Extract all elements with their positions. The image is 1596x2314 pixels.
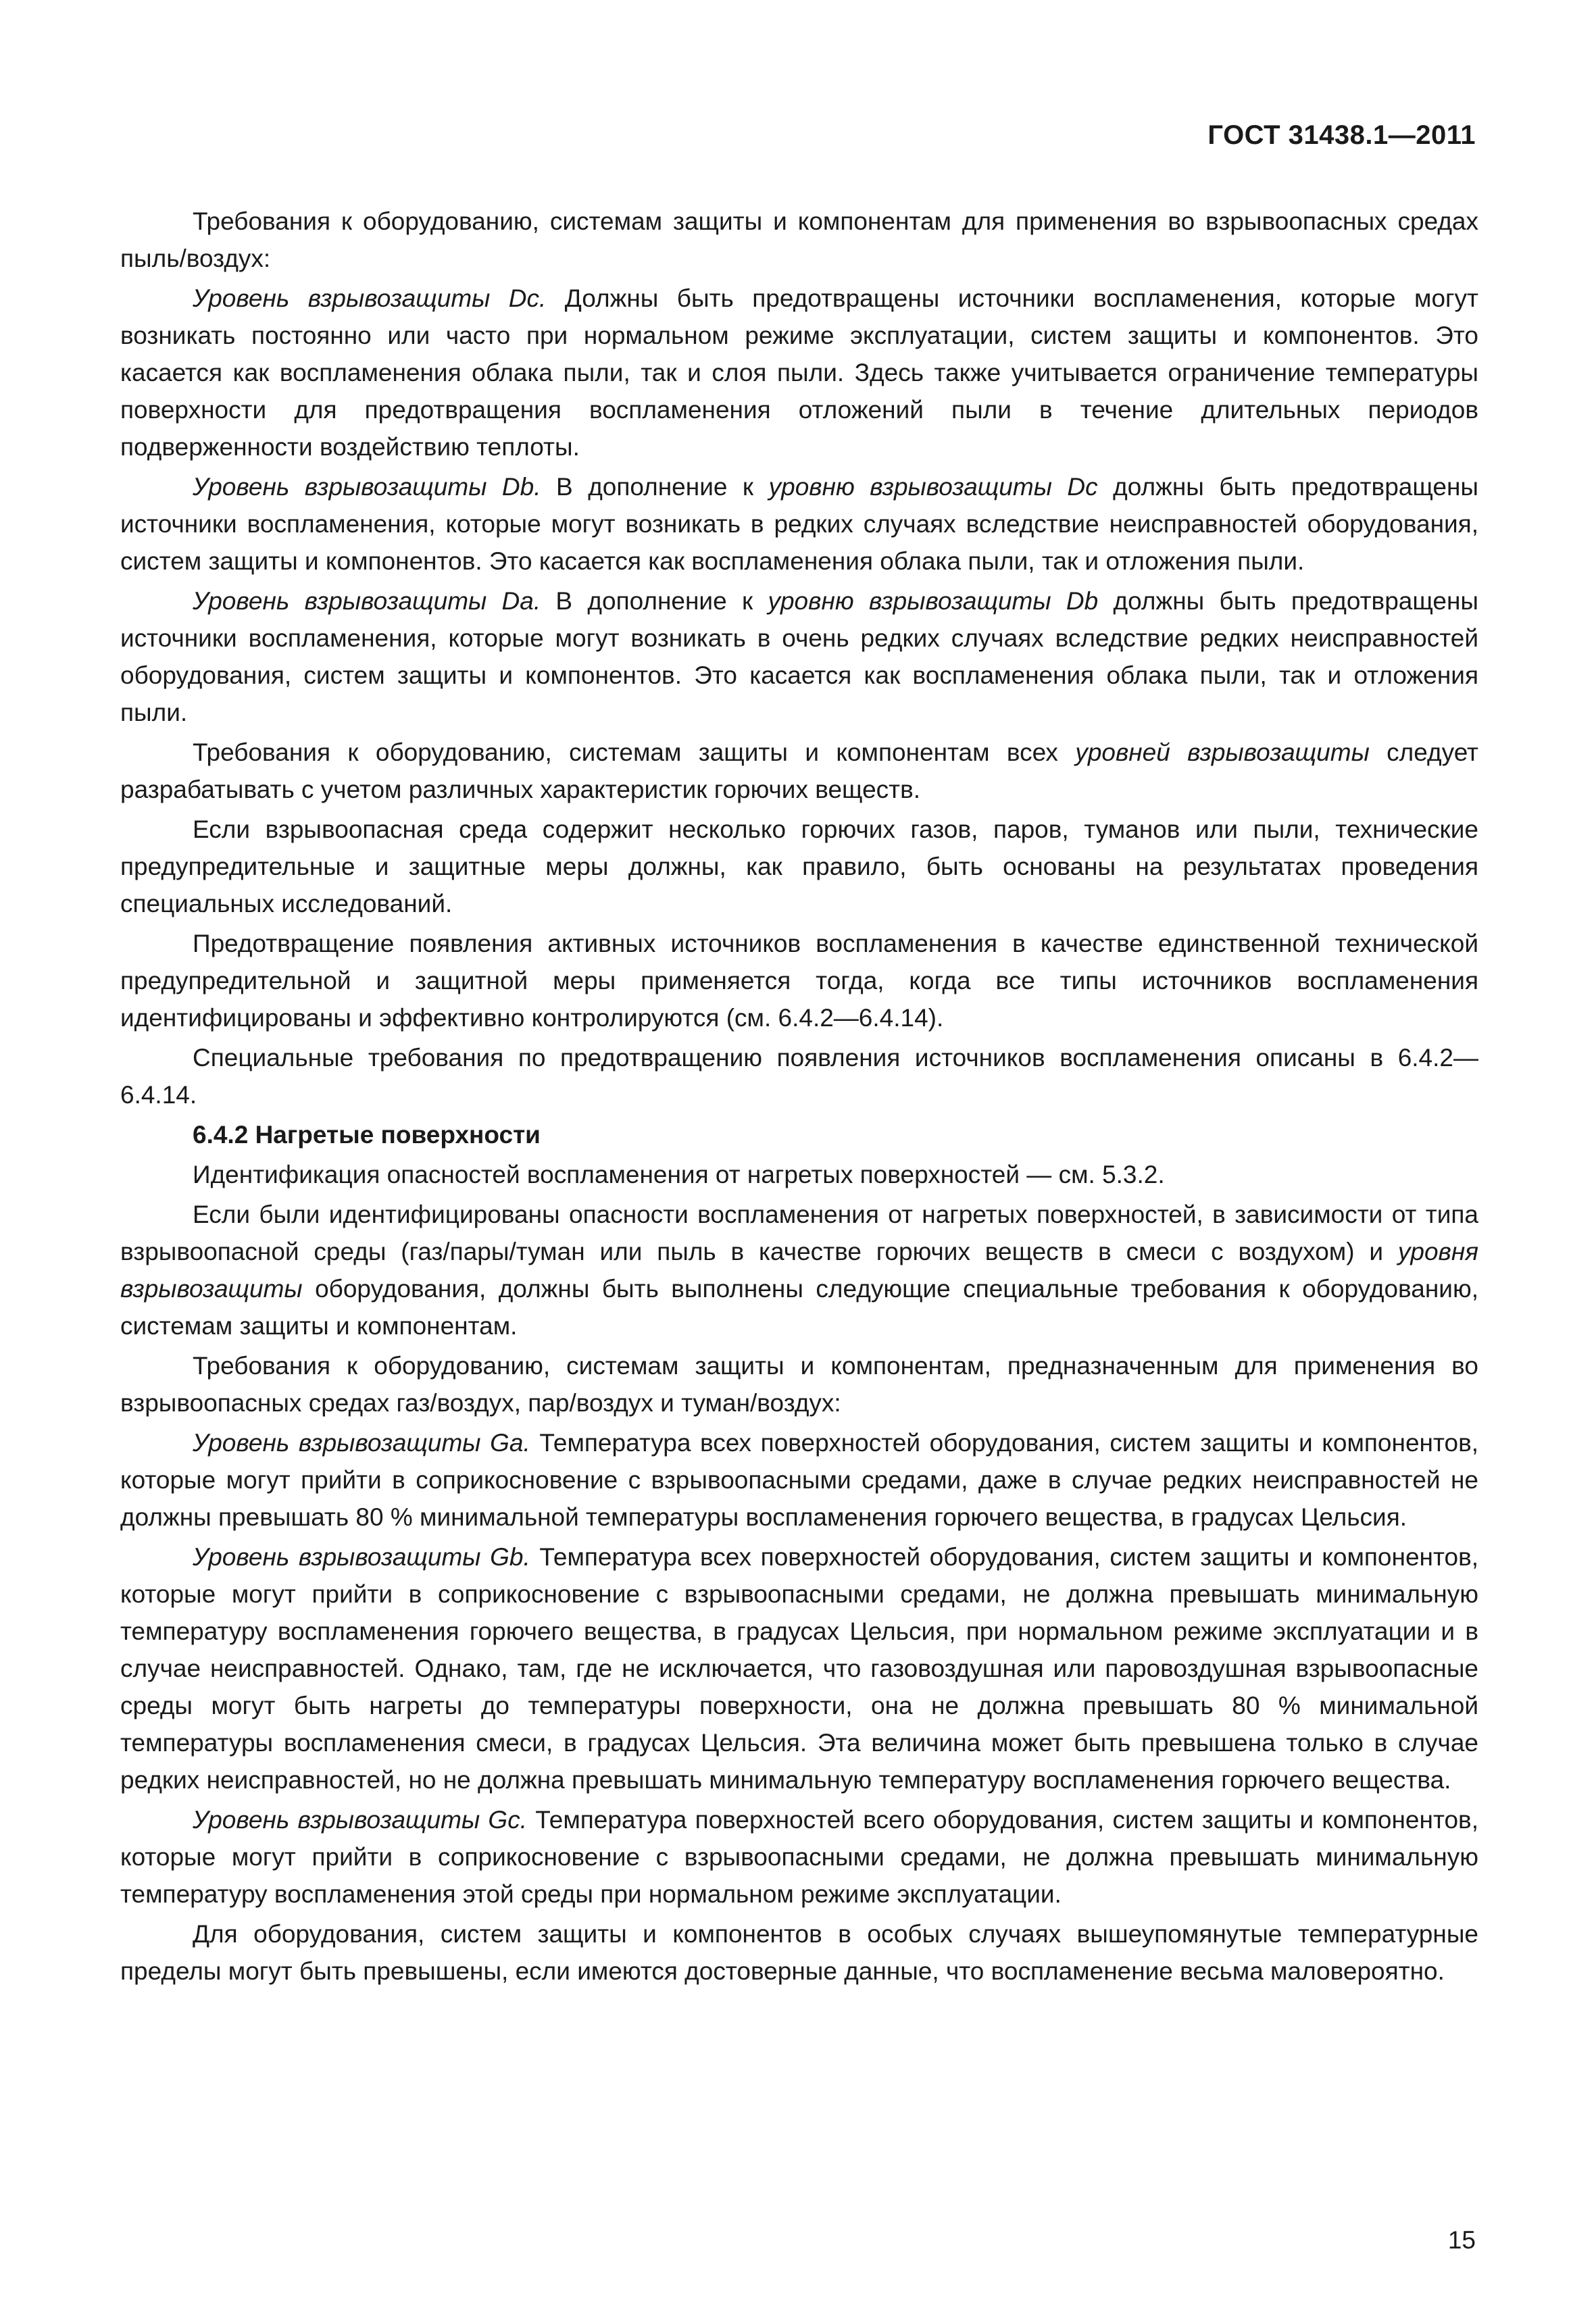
paragraph: Если взрывоопасная среда содержит несколько горючих газов, паров, туманов или пыли, технические предупредительные и защитные меры должны, как правило, быть основаны на результатах проведения специальных исследований. xyxy=(120,815,1478,917)
paragraph: Требования к оборудованию, системам защиты и компонентам для применения во взрывоопасных средах пыль/воздух: xyxy=(120,207,1478,272)
protection-level-term: Уровень взрывозащиты Gb. xyxy=(193,1543,530,1571)
paragraph: Предотвращение появления активных источников воспламенения в качестве единственной технической предупредительной и защитной меры применяется тогда, когда все типы источников воспламенения идентифицированы и эффективно контролируются (см. 6.4.2—6.4.14). xyxy=(120,930,1478,1032)
paragraph: Для оборудования, систем защиты и компонентов в особых случаях вышеупомянутые температурные пределы могут быть превышены, если имеются достоверные данные, что воспламенение весьма маловероятно. xyxy=(120,1920,1478,1985)
paragraph: Уровень взрывозащиты Dc. Должны быть предотвращены источники воспламенения, которые могут возникать постоянно или часто при нормальном режиме эксплуатации, систем защиты и компонентов. Это касается как воспламенения облака пыли, так и слоя пыли. Здесь также учитывается ограничение температуры поверхности для предотвращения воспламенения отложений пыли в течение длительных периодов подверженности воздействию теплоты. xyxy=(120,284,1478,461)
page-number: 15 xyxy=(1447,2226,1476,2254)
protection-level-term: Уровень взрывозащиты Db. xyxy=(193,473,541,501)
protection-level-term: Уровень взрывозащиты Gc. xyxy=(193,1806,527,1834)
paragraph: Идентификация опасностей воспламенения от нагретых поверхностей — см. 5.3.2. xyxy=(193,1161,1165,1188)
protection-level-term: Уровень взрывозащиты Ga. xyxy=(193,1429,530,1457)
document-id: ГОСТ 31438.1—2011 xyxy=(1207,120,1476,150)
paragraph: Если были идентифицированы опасности воспламенения от нагретых поверхностей, в зависимости от типа взрывоопасной среды (газ/пары/туман или пыль в качестве горючих веществ в смеси с воздухом) и уровня взрывозащиты оборудования, должны быть выполнены следующие специальные требования к оборудованию, системам защиты и компонентам. xyxy=(120,1201,1478,1340)
document-body xyxy=(120,203,1478,1992)
protection-level-term: Уровень взрывозащиты Dc. xyxy=(193,284,547,312)
paragraph: Уровень взрывозащиты Db. В дополнение к уровню взрывозащиты Dc должны быть предотвращены источники воспламенения, которые могут возникать в редких случаях вследствие неисправностей оборудования, систем защиты и компонентов. Это касается как воспламенения облака пыли, так и отложения пыли. xyxy=(120,473,1478,575)
paragraph: Уровень взрывозащиты Ga. Температура всех поверхностей оборудования, систем защиты и компонентов, которые могут прийти в соприкосновение с взрывоопасными средами, даже в случае редких неисправностей не должны превышать 80 % минимальной температуры воспламенения горючего вещества, в градусах Цельсия. xyxy=(120,1429,1478,1531)
paragraph: Уровень взрывозащиты Da. В дополнение к уровню взрывозащиты Db должны быть предотвращены источники воспламенения, которые могут возникать в очень редких случаях вследствие редких неисправностей оборудования, систем защиты и компонентов. Это касается как воспламенения облака пыли, так и отложения пыли. xyxy=(120,587,1478,726)
section-heading: 6.4.2 Нагретые поверхности xyxy=(193,1121,541,1149)
paragraph: Требования к оборудованию, системам защиты и компонентам, предназначенным для применения во взрывоопасных средах газ/воздух, пар/воздух и туман/воздух: xyxy=(120,1352,1478,1417)
paragraph: Уровень взрывозащиты Gc. Температура поверхностей всего оборудования, систем защиты и компонентов, которые могут прийти в соприкосновение с взрывоопасными средами, не должна превышать минимальную температуру воспламенения этой среды при нормальном режиме эксплуатации. xyxy=(120,1806,1478,1908)
paragraph: Уровень взрывозащиты Gb. Температура всех поверхностей оборудования, систем защиты и компонентов, которые могут прийти в соприкосновение с взрывоопасными средами, не должна превышать минимальную температуру воспламенения горючего вещества, в градусах Цельсия, при нормальном режиме эксплуатации и в случае неисправностей. Однако, там, где не исключается, что газовоздушная или паровоздушная взрывоопасные среды могут быть нагреты до температуры поверхности, она не должна превышать 80 % минимальной температуры воспламенения смеси, в градусах Цельсия. Эта величина может быть превышена только в случае редких неисправностей, но не должна превышать минимальную температуру воспламенения горючего вещества. xyxy=(120,1543,1478,1794)
paragraph: Требования к оборудованию, системам защиты и компонентам всех уровней взрывозащиты следует разрабатывать с учетом различных характеристик горючих веществ. xyxy=(120,738,1478,803)
paragraph: Специальные требования по предотвращению появления источников воспламенения описаны в 6.4.2—6.4.14. xyxy=(120,1044,1478,1109)
protection-level-term: Уровень взрывозащиты Da. xyxy=(193,587,541,615)
